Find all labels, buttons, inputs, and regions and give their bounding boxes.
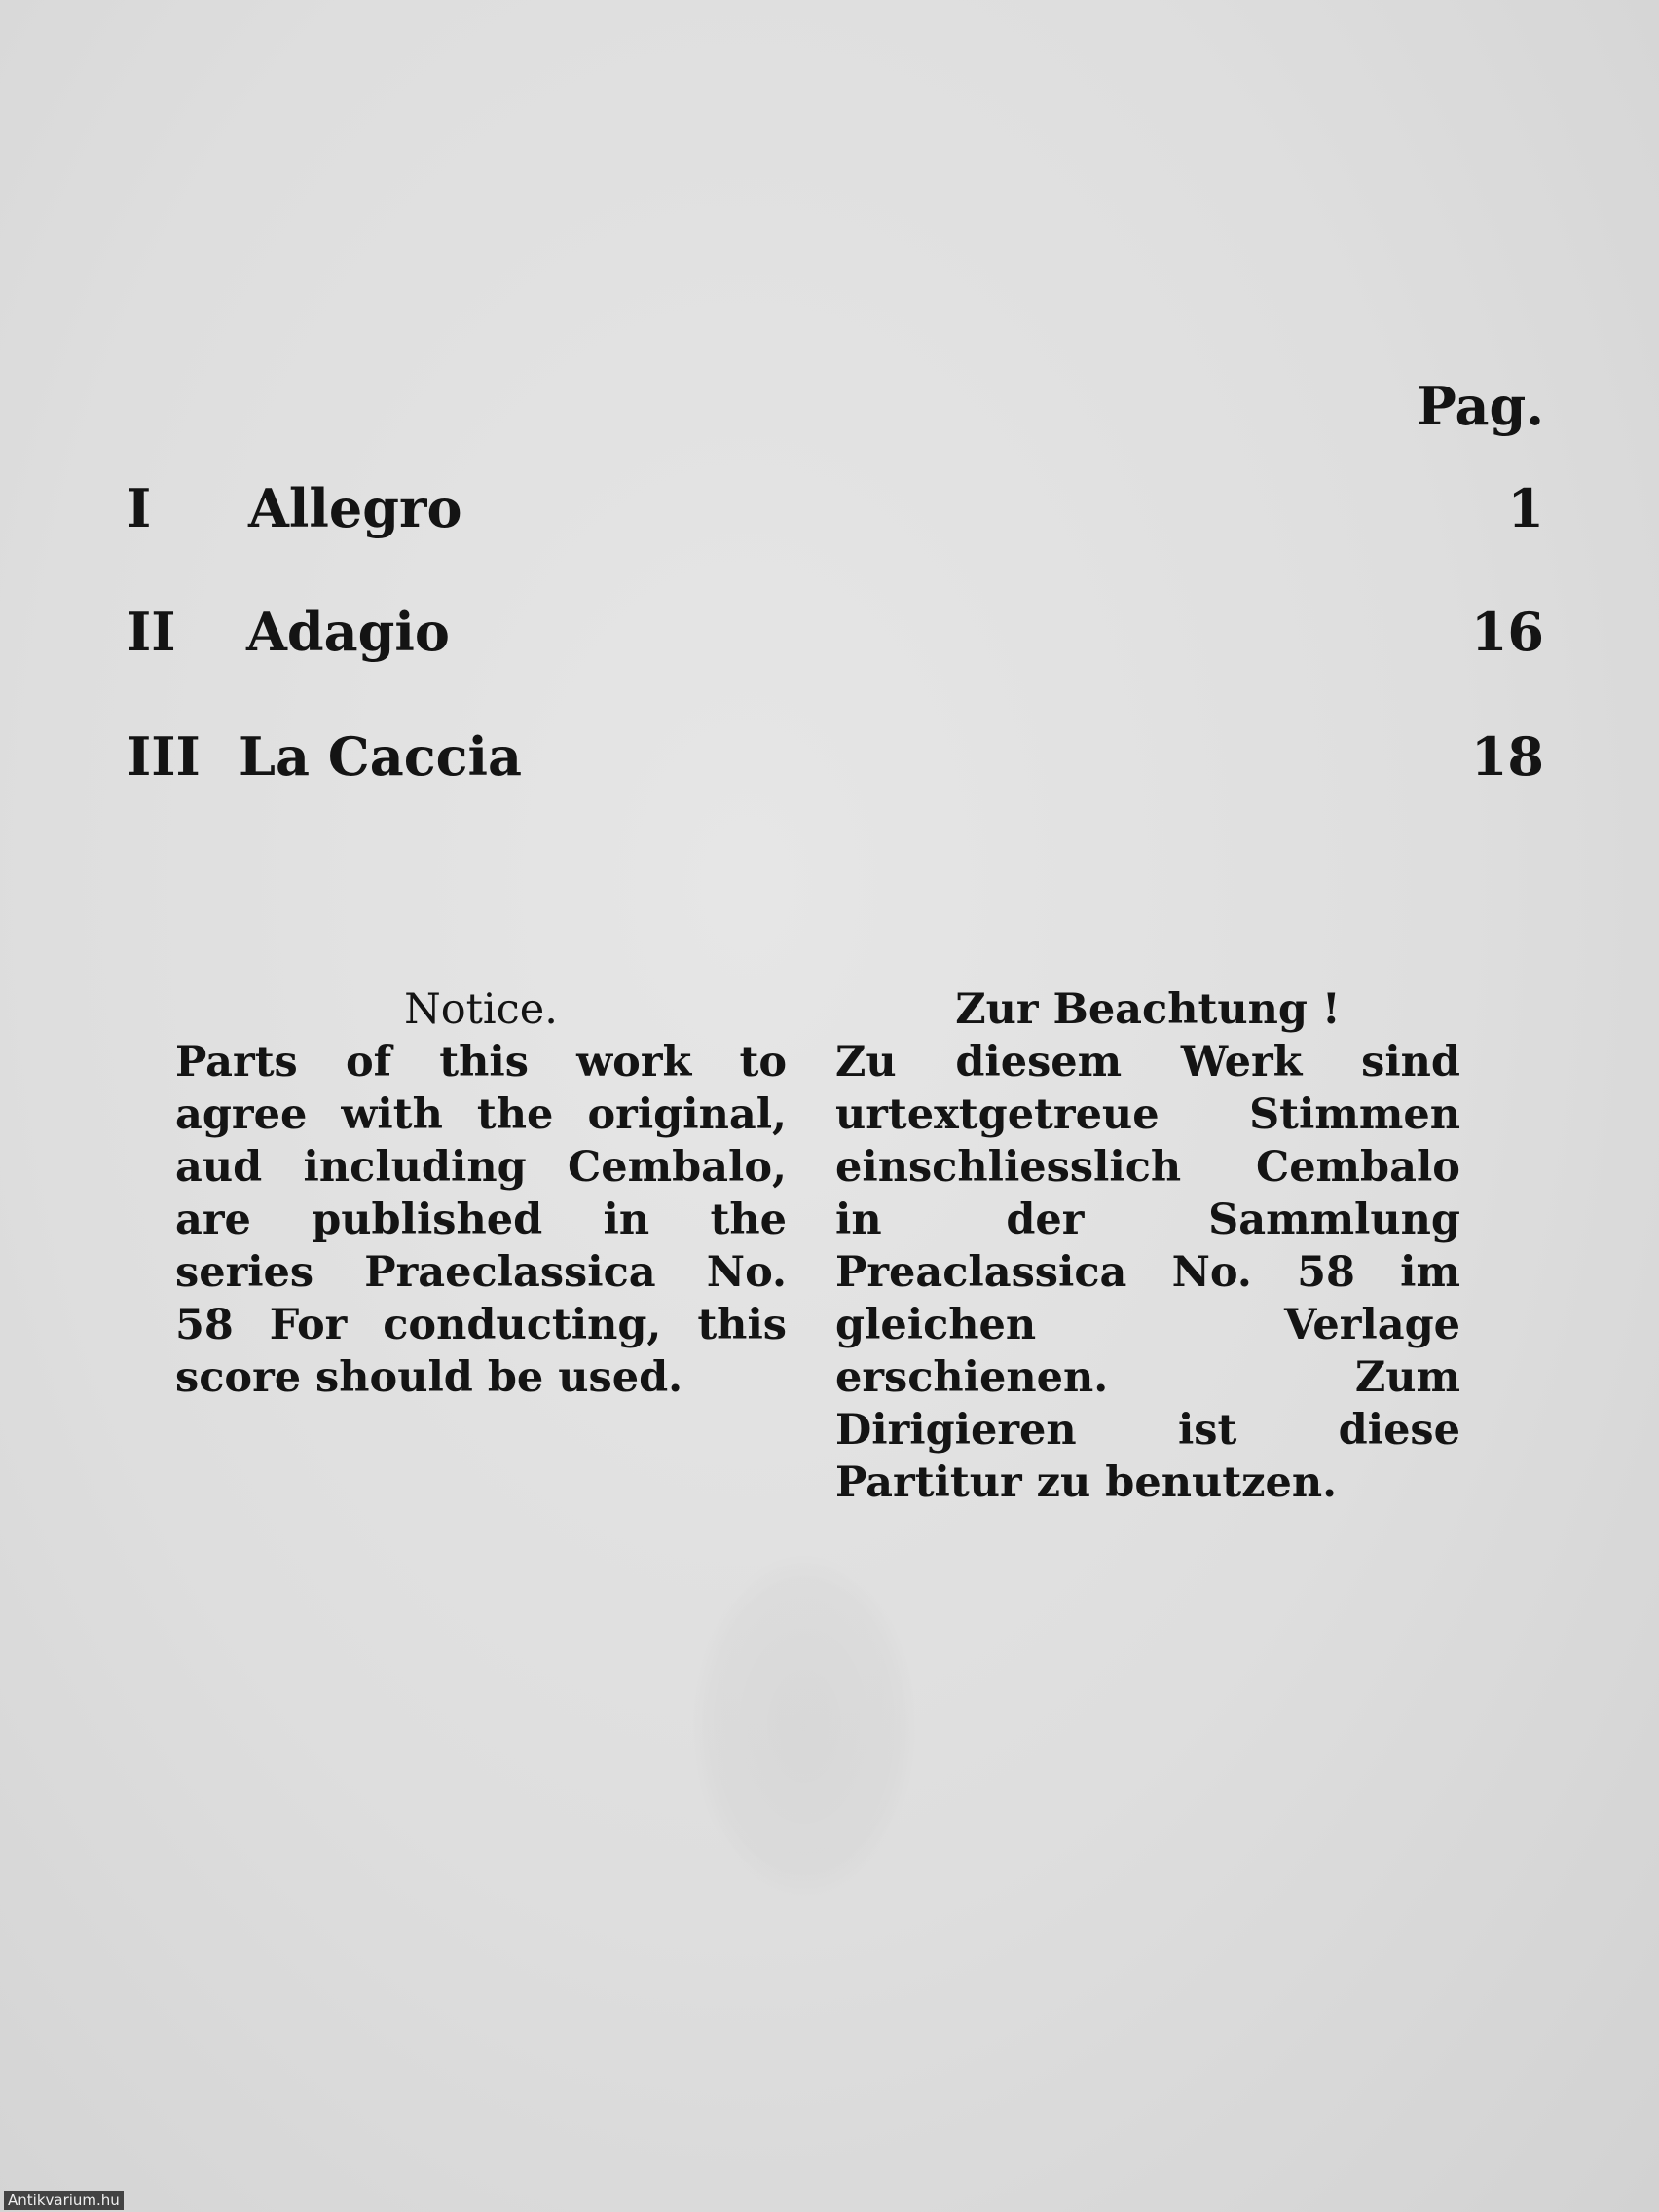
movement-numeral: III xyxy=(127,725,201,788)
bleed-through-emblem xyxy=(693,1556,915,1897)
watermark-label: Antikvarium.hu xyxy=(4,2191,124,2210)
movement-title: Allegro xyxy=(248,477,462,539)
contents-row xyxy=(127,725,1544,793)
contents-row xyxy=(127,477,1544,545)
movement-page-number: 18 xyxy=(1470,725,1544,788)
contents-row xyxy=(127,601,1544,669)
notice-german-body: Zu diesem Werk sind urtextgetreue Stimmen einschliesslich Cembalo in der Sammlung Preaclassica No. 58 im gleichen Verlage erschienen. Zum Dirigieren ist diese Partitur zu benutzen. xyxy=(835,1038,1460,1507)
notice-english-title: Notice. xyxy=(404,985,558,1034)
movement-numeral: I xyxy=(127,477,152,539)
notice-english xyxy=(175,983,787,1404)
notice-english-body: Parts of this work to agree with the original, aud including Cembalo, are published in the series Praeclassica No. 58 For conducting, this score should be used. xyxy=(175,1038,787,1402)
movement-page-number: 16 xyxy=(1470,601,1544,663)
notice-german-title: Zur Beachtung ! xyxy=(955,985,1341,1034)
movement-title: La Caccia xyxy=(239,725,522,788)
movement-title: Adagio xyxy=(246,601,450,663)
notice-german xyxy=(835,983,1460,1509)
movement-page-number: 1 xyxy=(1507,477,1544,539)
movement-numeral: II xyxy=(127,601,176,663)
page-column-header: Pag. xyxy=(1417,375,1544,437)
